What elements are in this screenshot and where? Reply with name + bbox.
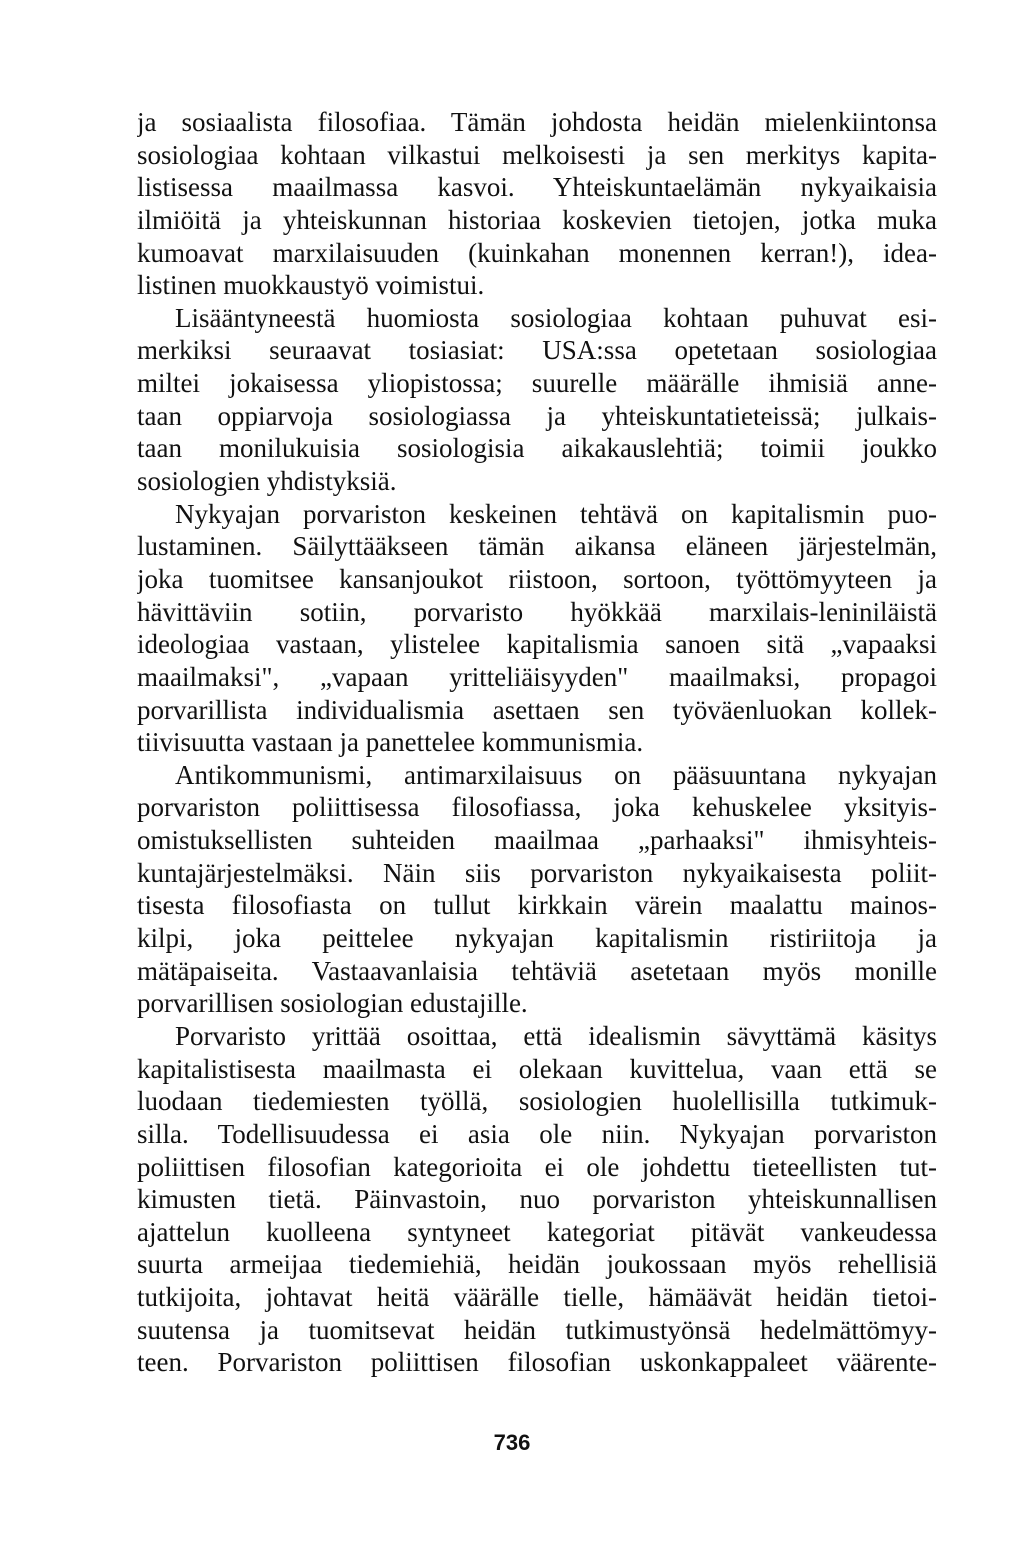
text-line: ilmiöitä ja yhteiskunnan historiaa koskevien tietojen, jotka muka (137, 204, 937, 235)
text-line: joka tuomitsee kansanjoukot riistoon, sortoon, työttömyyteen ja (137, 563, 937, 594)
text-line: kuntajärjestelmäksi. Näin siis porvariston nykyaikaisesta poliit- (137, 857, 937, 888)
text-line: silla. Todellisuudessa ei asia ole niin. Nykyajan porvariston (137, 1118, 937, 1149)
text-line: luodaan tiedemiesten työllä, sosiologien huolellisilla tutkimuk- (137, 1086, 937, 1117)
text-line: suutensa ja tuomitsevat heidän tutkimustyönsä hedelmättömyy- (137, 1314, 937, 1345)
page-number: 736 (493, 1430, 531, 1455)
text-line: ideologiaa vastaan, ylistelee kapitalismia sanoen sitä „vapaaksi (137, 629, 937, 660)
text-line: Porvaristo yrittää osoittaa, että idealismin sävyttämä käsitys (175, 1020, 937, 1051)
text-line: tiivisuutta vastaan ja panettelee kommunismia. (137, 727, 644, 758)
text-line: kapitalistisesta maailmasta ei olekaan kuvittelua, vaan että se (137, 1053, 937, 1084)
text-line: listisessa maailmassa kasvoi. Yhteiskuntaelämän nykyaikaisia (137, 172, 937, 203)
text-line: porvarillista individualismia asettaen sen työväenluokan kollek- (137, 694, 937, 725)
text-line: kilpi, joka peittelee nykyajan kapitalismin ristiriitoja ja (137, 923, 937, 954)
text-line: ja sosiaalista filosofiaa. Tämän johdosta heidän mielenkiintonsa (137, 107, 937, 137)
text-line: lustaminen. Säilyttääkseen tämän aikansa eläneen järjestelmän, (137, 531, 937, 562)
page-text (137, 106, 937, 1379)
text-line: Antikommunismi, antimarxilaisuus on pääsuuntana nykyajan (175, 759, 937, 790)
text-line: porvariston poliittisessa filosofiassa, joka kehuskelee yksityis- (137, 792, 937, 823)
text-line: miltei jokaisessa yliopistossa; suurelle määrälle ihmisiä anne- (137, 368, 937, 399)
text-line: hävittäviin sotiin, porvaristo hyökkää marxilais-leniniläistä (137, 596, 937, 627)
text-line: suurta armeijaa tiedemiehiä, heidän joukossaan myös rehellisiä (137, 1249, 937, 1280)
text-line: teen. Porvariston poliittisen filosofian uskonkappaleet väärente- (137, 1347, 937, 1378)
text-line: sosiologiaa kohtaan vilkastui melkoisesti ja sen merkitys kapita- (137, 139, 937, 170)
text-line: omistuksellisten suhteiden maailmaa „parhaaksi" ihmisyhteis- (137, 825, 937, 856)
text-line: taan monilukuisia sosiologisia aikakauslehtiä; toimii joukko (137, 433, 937, 464)
text-line: poliittisen filosofian kategorioita ei ole johdettu tieteellisten tut- (137, 1151, 937, 1182)
text-line: listinen muokkaustyö voimistui. (137, 270, 485, 301)
text-line: mätäpaiseita. Vastaavanlaisia tehtäviä asetetaan myös monille (137, 955, 937, 986)
text-line: tutkijoita, johtavat heitä väärälle tielle, hämäävät heidän tietoi- (137, 1282, 937, 1313)
text-line: merkiksi seuraavat tosiasiat: USA:ssa opetetaan sosiologiaa (137, 335, 937, 366)
text-line: porvarillisen sosiologian edustajille. (137, 988, 528, 1019)
text-line: Nykyajan porvariston keskeinen tehtävä on kapitalismin puo- (175, 498, 937, 529)
text-line: Lisääntyneestä huomiosta sosiologiaa kohtaan puhuvat esi- (175, 302, 937, 333)
text-line: tisesta filosofiasta on tullut kirkkain värein maalattu mainos- (137, 890, 937, 921)
text-line: sosiologien yhdistyksiä. (137, 466, 397, 497)
text-line: kimusten tietä. Päinvastoin, nuo porvariston yhteiskunnallisen (137, 1184, 937, 1215)
text-line: ajattelun kuolleena syntyneet kategoriat pitävät vankeudessa (137, 1216, 937, 1247)
text-line: taan oppiarvoja sosiologiassa ja yhteiskuntatieteissä; julkais- (137, 400, 937, 431)
text-line: maailmaksi", „vapaan yritteliäisyyden" maailmaksi, propagoi (137, 661, 937, 692)
text-line: kumoavat marxilaisuuden (kuinkahan monennen kerran!), idea- (137, 237, 937, 268)
